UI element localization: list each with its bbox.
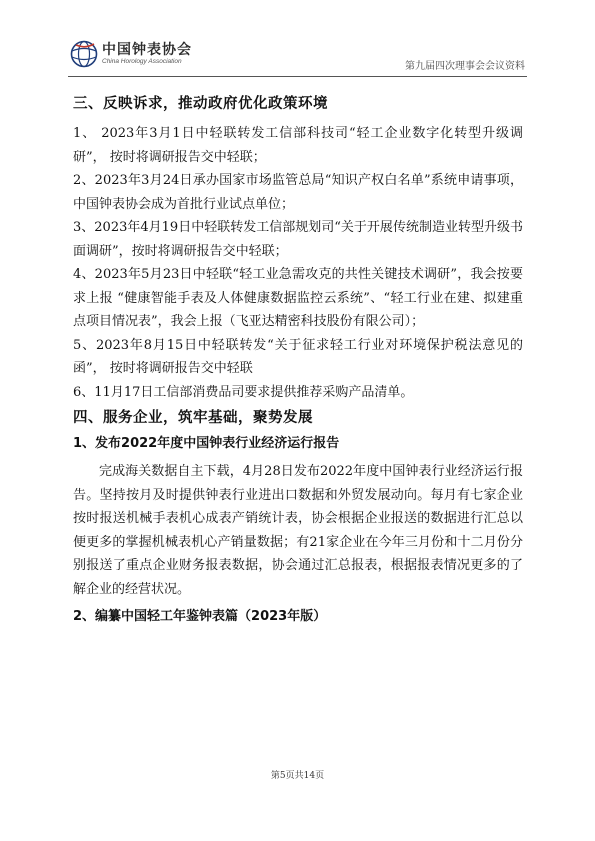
logo-chinese-name: 中国钟表协会 xyxy=(102,42,192,58)
logo-english-name: China Horology Association xyxy=(102,58,182,65)
globe-logo-icon xyxy=(70,40,98,68)
section3-item-2: 2、2023年3月24日承办国家市场监管总局“知识产权白名单”系统申请事项，中国钟表协会成为首批行业试点单位； xyxy=(73,173,523,212)
section3-item-1: 1、 2023年3月1日中轻联转发工信部科技司“轻工企业数字化转型升级调研”， 按时将调研报告交中轻联； xyxy=(73,126,523,165)
document-title: 第九届四次理事会会议资料 xyxy=(405,61,525,72)
section3-item-4: 4、2023年5月23日中轻联“轻工业急需攻克的共性关键技术调研”，我会按要求上报 “健康智能手表及人体健康数据监控云系统”、“轻工行业在建、拟建重点项目情况表”，我会上报（飞亚达精密科技股份有限公司）； xyxy=(73,267,523,329)
section4-heading: 四、服务企业，筑牢基础，聚势发展 xyxy=(73,410,313,426)
section4-sub1-heading: 1、发布2022年度中国钟表行业经济运行报告 xyxy=(73,436,340,451)
section3-item-5: 5、2023年8月15日中轻联转发“关于征求轻工行业对环境保护税法意见的函”， 按时将调研报告交中轻联 xyxy=(73,337,523,376)
page-content xyxy=(73,92,523,629)
header-divider xyxy=(68,76,527,77)
section3-item-3: 3、2023年4月19日中轻联转发工信部规划司“关于开展传统制造业转型升级书面调研”，按时将调研报告交中轻联； xyxy=(73,220,523,259)
section4-sub1-body: 完成海关数据自主下载，4月28日发布2022年度中国钟表行业经济运行报告。坚持按月及时提供钟表行业进出口数据和外贸发展动向。每月有七家企业按时报送机械手表机心成表产销统计表，协会根据企业报送的数据进行汇总以便更多的掌握机械表机心产销量数据；有21家企业在今年三月份和十二月份分别报送了重点企业财务报表数据，协会通过汇总报表，根据报表情况更多的了解企业的经营状况。 xyxy=(73,464,523,597)
page-number: 第5页共14页 xyxy=(270,771,325,781)
section4-sub2-heading: 2、编纂中国轻工年鉴钟表篇（2023年版） xyxy=(73,609,327,624)
section3-heading: 三、反映诉求，推动政府优化政策环境 xyxy=(73,96,328,112)
association-logo xyxy=(70,40,192,68)
section3-item-6: 6、11月17日工信部消费品司要求提供推荐采购产品清单。 xyxy=(73,384,414,400)
